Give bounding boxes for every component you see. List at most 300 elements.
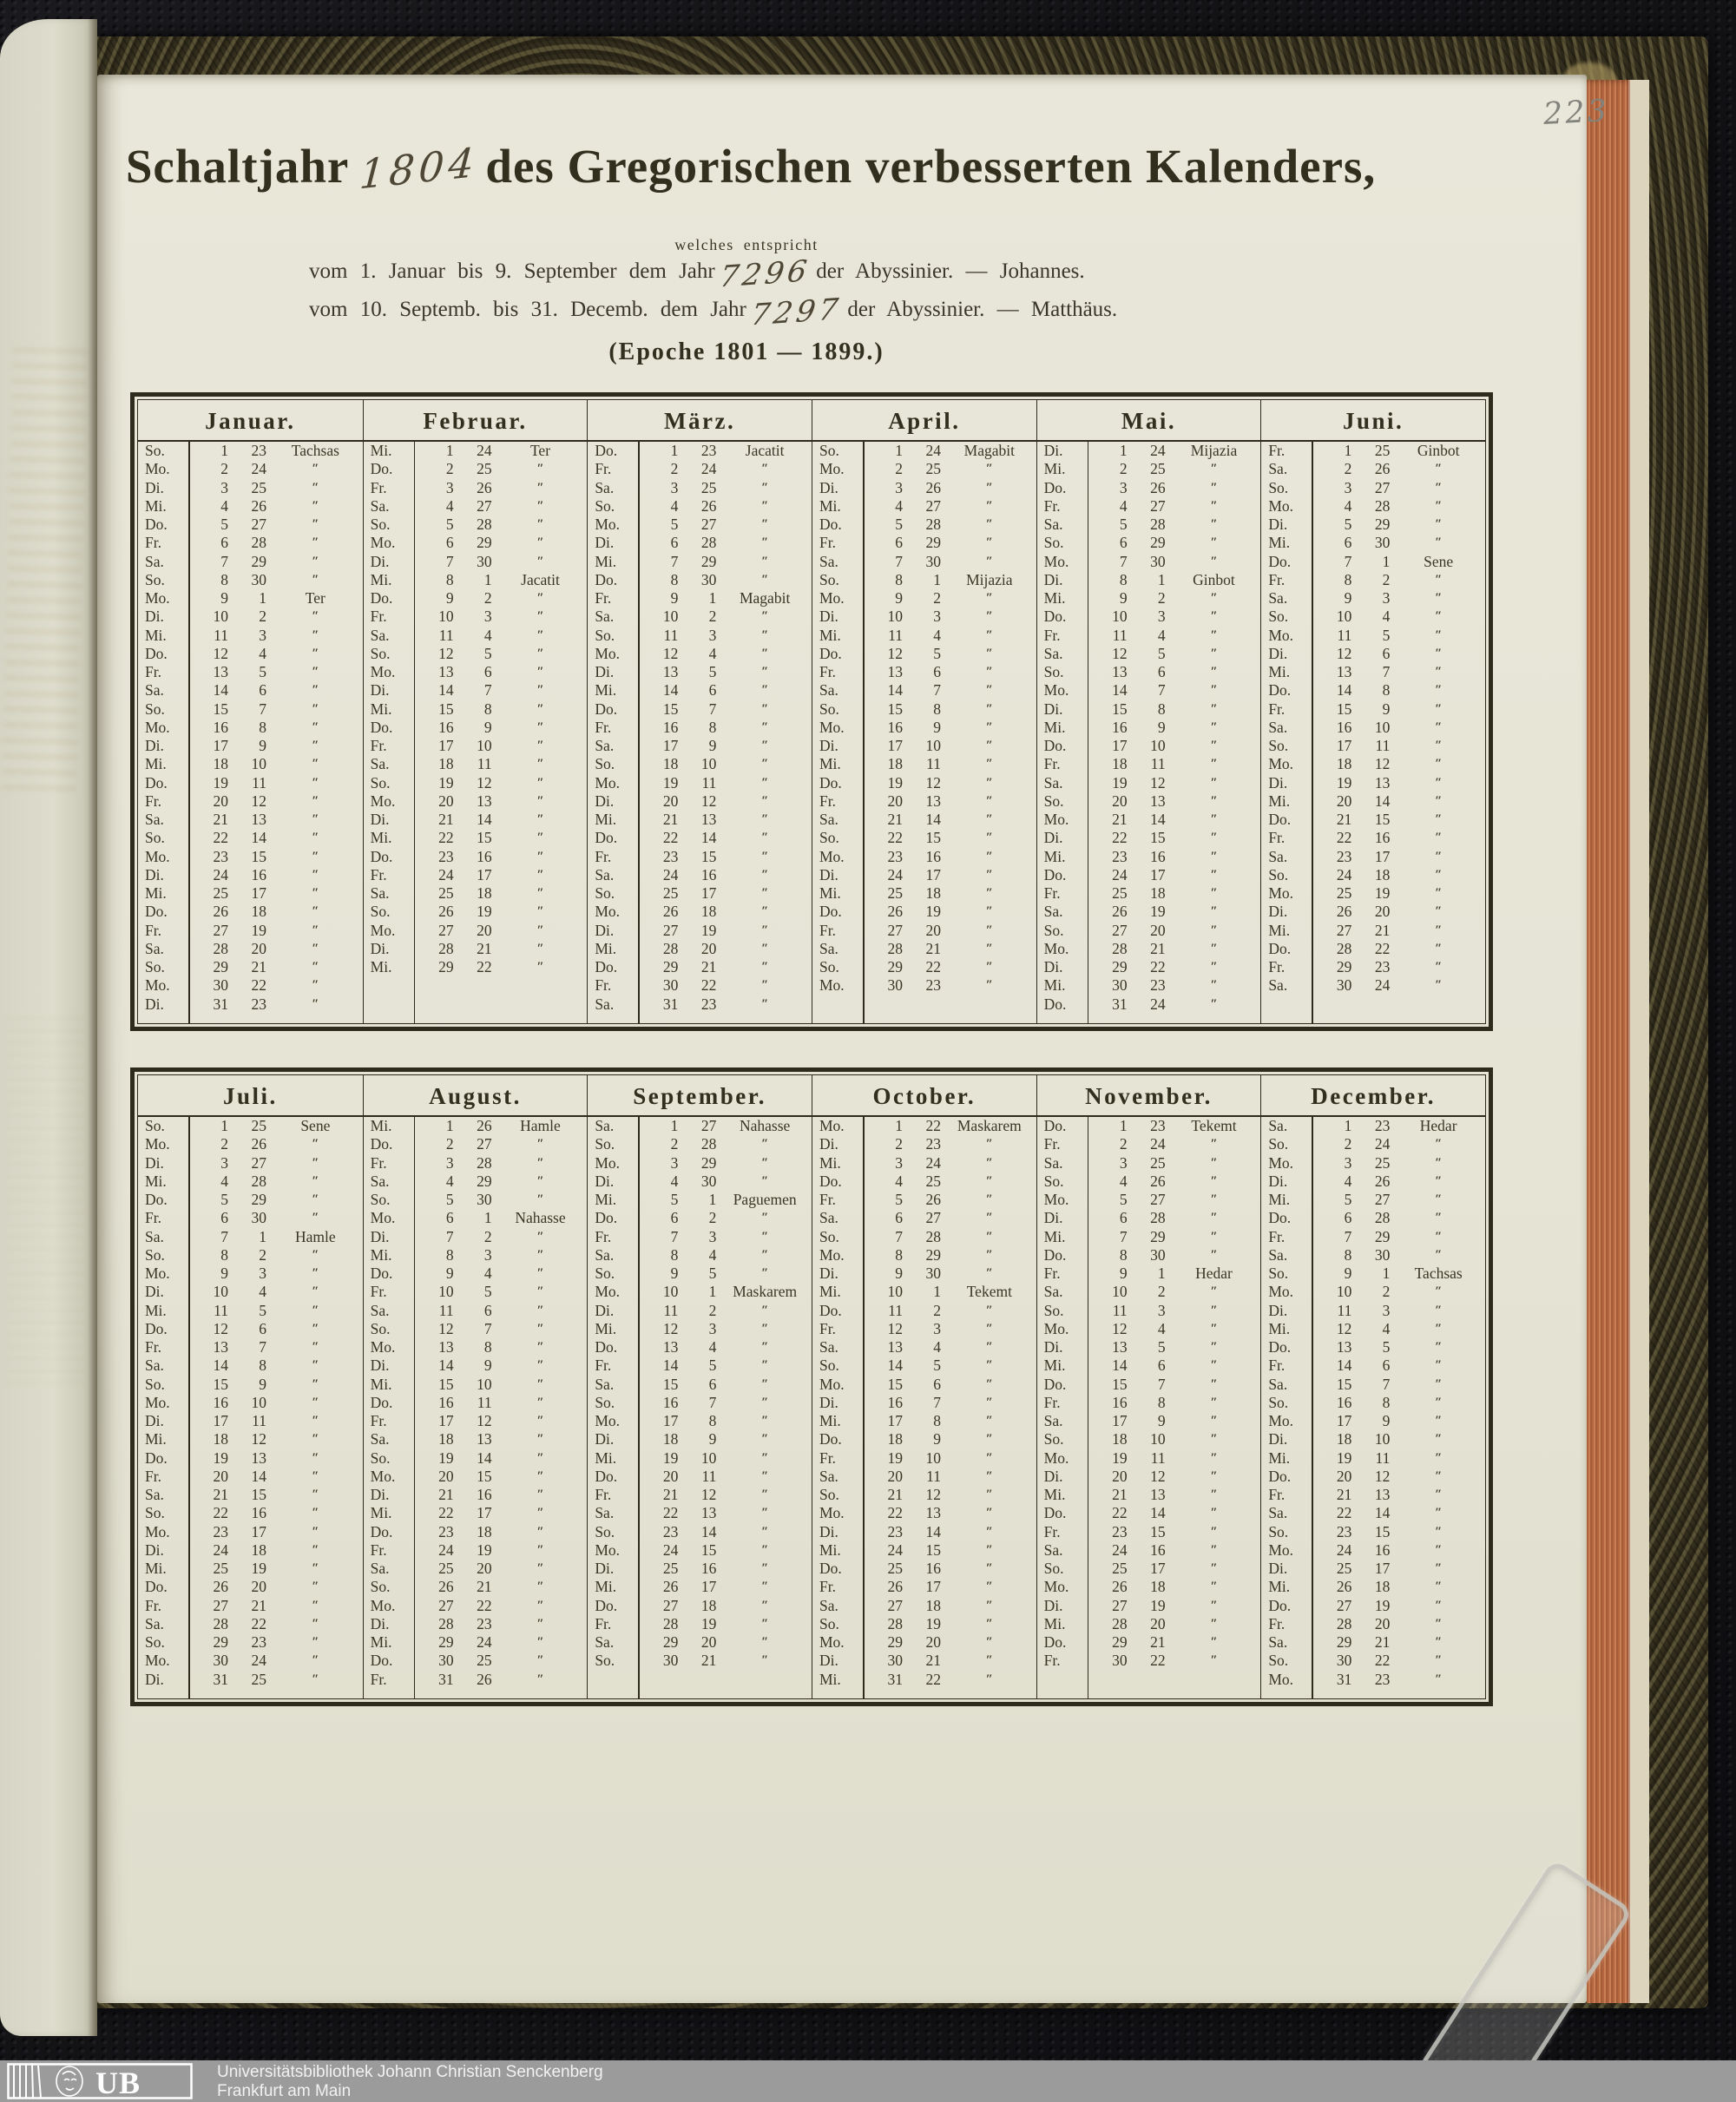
- calendar-day-row: [812, 497, 1036, 516]
- ditto-mark: ″: [536, 941, 544, 956]
- ditto-mark: ″: [312, 1561, 319, 1575]
- abyssinian-day: 16: [700, 865, 717, 883]
- calendar-day-row: [1037, 1597, 1261, 1615]
- weekday-abbrev: Mo.: [819, 976, 845, 995]
- weekday-abbrev: Sa.: [145, 1614, 164, 1632]
- gregorian-day: 8: [1344, 570, 1352, 588]
- gregorian-day: 31: [662, 995, 679, 1013]
- gregorian-day: 13: [438, 663, 454, 680]
- abyssinian-day: 23: [1150, 976, 1166, 995]
- weekday-abbrev: Mo.: [145, 1264, 170, 1282]
- abyssinian-day: 24: [1374, 976, 1391, 995]
- ditto-mark: ″: [1210, 1321, 1218, 1336]
- ditto-mark: ″: [1210, 1155, 1218, 1170]
- calendar-day-row: [364, 442, 588, 460]
- ditto-mark: ″: [761, 535, 769, 550]
- gregorian-day: 23: [662, 847, 679, 865]
- ditto-mark: ″: [312, 1488, 319, 1501]
- ditto-mark: ″: [761, 923, 769, 937]
- abyssinian-day: 20: [925, 1633, 941, 1651]
- weekday-abbrev: So.: [1268, 1264, 1289, 1282]
- abyssinian-day: 6: [933, 663, 941, 680]
- ditto-mark: ″: [985, 831, 993, 845]
- calendar-day-row: [588, 792, 812, 811]
- ditto-mark: ″: [985, 739, 993, 752]
- weekday-abbrev: So.: [145, 1633, 165, 1651]
- weekday-abbrev: Do.: [1043, 608, 1067, 626]
- abyssinian-day: 15: [477, 1467, 492, 1485]
- calendar-day-row: [588, 1597, 812, 1615]
- gregorian-day: 19: [662, 773, 679, 792]
- gregorian-day: 17: [1336, 737, 1352, 754]
- calendar-day-row: [1261, 1468, 1485, 1486]
- abyssinian-day: 19: [1374, 884, 1391, 902]
- weekday-abbrev: Fr.: [595, 589, 612, 607]
- weekday-abbrev: Di.: [1043, 1596, 1063, 1614]
- weekday-abbrev: Do.: [595, 700, 618, 718]
- ditto-mark: ″: [1210, 1247, 1218, 1262]
- gregorian-day: 20: [1112, 792, 1128, 810]
- calendar-day-row: [364, 774, 588, 792]
- ditto-mark: ″: [761, 683, 769, 698]
- gregorian-day: 5: [895, 516, 903, 533]
- abyssinian-day: 24: [477, 1633, 492, 1651]
- abyssinian-day: 16: [1150, 1540, 1166, 1559]
- abyssinian-day: 13: [1150, 1486, 1166, 1503]
- gregorian-day: 10: [1112, 608, 1128, 626]
- weekday-abbrev: Do.: [145, 1448, 168, 1467]
- gregorian-day: 14: [438, 1356, 454, 1375]
- ditto-mark: ″: [312, 1395, 319, 1409]
- calendar-day-row: [1261, 1486, 1485, 1504]
- ditto-mark: ″: [536, 757, 544, 772]
- calendar-day-row: [1037, 903, 1261, 921]
- gregorian-day: 24: [1112, 1540, 1128, 1559]
- calendar-day-row: [364, 884, 588, 903]
- abyssinian-month-name: Nahasse: [515, 1209, 566, 1227]
- ditto-mark: ″: [1210, 1468, 1218, 1483]
- abyssinian-day: 13: [700, 1504, 717, 1522]
- weekday-abbrev: Fr.: [145, 1596, 161, 1614]
- calendar-day-row: [1037, 1394, 1261, 1412]
- calendar-day-row: [1037, 848, 1261, 866]
- gregorian-day: 11: [438, 626, 454, 644]
- month-days: [588, 1117, 812, 1698]
- gregorian-day: 4: [445, 496, 454, 515]
- weekday-abbrev: So.: [819, 570, 839, 588]
- gregorian-day: 21: [887, 811, 903, 828]
- gregorian-day: 5: [1344, 1191, 1352, 1208]
- ditto-mark: ″: [312, 793, 319, 808]
- abyssinian-day: 6: [1382, 1356, 1391, 1375]
- weekday-abbrev: Sa.: [1043, 644, 1063, 662]
- ditto-mark: ″: [312, 1303, 319, 1317]
- weekday-abbrev: Mo.: [145, 589, 170, 607]
- weekday-abbrev: Fr.: [370, 1153, 387, 1172]
- gregorian-day: 12: [1336, 644, 1352, 662]
- ditto-mark: ″: [1210, 775, 1218, 790]
- ditto-mark: ″: [1435, 701, 1443, 716]
- calendar-day-row: [1261, 1633, 1485, 1652]
- abyssinian-day: 17: [925, 865, 941, 883]
- ditto-mark: ″: [1435, 1561, 1443, 1575]
- abyssinian-day: 27: [1150, 1191, 1166, 1208]
- month-days: [812, 442, 1036, 1023]
- ditto-mark: ″: [761, 646, 769, 660]
- month-days: [1037, 1117, 1261, 1698]
- ditto-mark: ″: [1210, 1229, 1218, 1244]
- calendar-day-row: [138, 460, 363, 478]
- weekday-abbrev: Fr.: [1268, 1614, 1286, 1632]
- abyssinian-day: 29: [477, 534, 492, 552]
- ditto-mark: ″: [536, 904, 544, 919]
- gregorian-day: 7: [220, 1227, 228, 1245]
- gregorian-day: 8: [220, 1245, 228, 1264]
- gregorian-day: 11: [214, 1301, 228, 1319]
- weekday-abbrev: Mi.: [145, 1560, 167, 1577]
- calendar-day-row: [588, 866, 812, 884]
- abyssinian-day: 21: [1374, 921, 1391, 939]
- weekday-abbrev: Sa.: [370, 1430, 390, 1448]
- ditto-mark: ″: [1435, 719, 1443, 734]
- gregorian-day: 3: [1119, 478, 1128, 496]
- weekday-abbrev: Sa.: [595, 995, 615, 1013]
- calendar-day-row: [364, 1320, 588, 1338]
- gregorian-day: 10: [887, 608, 903, 626]
- gregorian-day: 16: [1112, 718, 1128, 736]
- gregorian-day: 26: [887, 1578, 903, 1596]
- weekday-abbrev: Fr.: [595, 1486, 612, 1503]
- gregorian-day: 22: [1336, 1504, 1352, 1522]
- gregorian-day: 29: [1336, 1633, 1352, 1651]
- calendar-day-row: [138, 848, 363, 866]
- month-column-februar: [363, 400, 588, 1023]
- abyssinian-day: 14: [1374, 1504, 1391, 1522]
- abyssinian-day: 30: [1374, 534, 1391, 552]
- weekday-abbrev: Mi.: [819, 884, 841, 902]
- calendar-day-row: [1261, 1430, 1485, 1448]
- gregorian-day: 23: [887, 847, 903, 865]
- weekday-abbrev: Di.: [1043, 442, 1063, 459]
- title-suffix: des Gregorischen verbesserten Kalenders,: [485, 140, 1377, 193]
- abyssinian-day: 28: [1374, 496, 1391, 515]
- weekday-abbrev: Mo.: [145, 1522, 170, 1540]
- ditto-mark: ″: [312, 462, 319, 476]
- abyssinian-day: 12: [925, 1486, 941, 1503]
- ditto-mark: ″: [1210, 609, 1218, 624]
- page-title: [97, 138, 1404, 199]
- abyssinian-day: 19: [925, 1614, 941, 1632]
- calendar-day-row: [138, 479, 363, 497]
- weekday-abbrev: Sa.: [819, 939, 838, 957]
- calendar-day-row: [588, 1652, 812, 1670]
- gregorian-day: 28: [887, 939, 903, 957]
- calendar-day-row: [364, 479, 588, 497]
- weekday-abbrev: Fr.: [1043, 496, 1061, 515]
- ditto-mark: ″: [536, 498, 544, 513]
- abyssinian-day: 3: [259, 1264, 266, 1282]
- gregorian-day: 24: [438, 1540, 454, 1559]
- gregorian-day: 1: [445, 1117, 454, 1134]
- weekday-abbrev: Di.: [595, 534, 615, 552]
- ditto-mark: ″: [985, 1561, 993, 1575]
- abyssinian-day: 7: [483, 681, 492, 700]
- weekday-abbrev: Di.: [819, 1522, 838, 1540]
- gregorian-day: 5: [1344, 516, 1352, 533]
- gregorian-day: 22: [1336, 829, 1352, 847]
- calendar-day-row: [138, 1135, 363, 1153]
- ditto-mark: ″: [1435, 831, 1443, 845]
- abyssinian-day: 10: [1150, 1430, 1166, 1448]
- calendar-day-row: [812, 922, 1036, 940]
- abyssinian-day: 28: [477, 516, 492, 533]
- calendar-day-row: [812, 700, 1036, 719]
- ditto-mark: ″: [1210, 1432, 1218, 1447]
- calendar-day-row: [1037, 1412, 1261, 1430]
- weekday-abbrev: Do.: [370, 1135, 393, 1153]
- abyssinian-day: 17: [477, 865, 492, 883]
- weekday-abbrev: Mi.: [819, 1412, 841, 1429]
- abyssinian-day: 8: [1157, 700, 1166, 718]
- gregorian-day: 8: [1119, 570, 1128, 588]
- calendar-day-row: [1261, 589, 1485, 608]
- abyssinian-day: 16: [925, 847, 941, 865]
- weekday-abbrev: Sa.: [1043, 1540, 1063, 1559]
- gregorian-day: 11: [438, 1301, 454, 1319]
- ditto-mark: ″: [1435, 609, 1443, 624]
- ditto-mark: ″: [1210, 1561, 1218, 1575]
- gregorian-day: 2: [895, 1135, 903, 1153]
- handwritten-year-7297: 7297: [748, 292, 844, 333]
- weekday-abbrev: Sa.: [145, 811, 164, 828]
- abyssinian-day: 20: [477, 921, 492, 939]
- calendar-day-row: [1261, 995, 1485, 1014]
- gregorian-day: 16: [662, 1393, 679, 1411]
- weekday-abbrev: Mi.: [1043, 1227, 1066, 1245]
- weekday-abbrev: Fr.: [1268, 442, 1286, 459]
- calendar-day-row: [138, 589, 363, 608]
- gregorian-day: 17: [662, 1412, 679, 1429]
- abyssinian-month-name: Hedar: [1419, 1117, 1457, 1134]
- ditto-mark: ″: [985, 904, 993, 919]
- abyssinian-day: 14: [925, 1522, 941, 1540]
- ditto-mark: ″: [536, 1468, 544, 1483]
- gregorian-day: 15: [1336, 700, 1352, 718]
- ditto-mark: ″: [761, 1524, 769, 1539]
- ditto-mark: ″: [536, 1432, 544, 1447]
- abyssinian-day: 7: [259, 1338, 266, 1356]
- gregorian-day: 10: [662, 1283, 679, 1301]
- abyssinian-day: 15: [251, 847, 266, 865]
- month-header: December.: [1261, 1075, 1485, 1117]
- abyssinian-day: 26: [1374, 460, 1391, 478]
- month-header: April.: [812, 400, 1036, 442]
- gregorian-day: 21: [1336, 811, 1352, 828]
- gregorian-day: 1: [670, 1117, 679, 1134]
- abyssinian-month-name: Tachsas: [291, 442, 339, 459]
- weekday-abbrev: Fr.: [819, 1578, 836, 1596]
- calendar-day-row: [364, 866, 588, 884]
- abyssinian-day: 29: [1374, 516, 1391, 533]
- abyssinian-day: 3: [1157, 1301, 1166, 1319]
- abyssinian-day: 10: [700, 1448, 717, 1467]
- calendar-day-row: [812, 1228, 1036, 1246]
- weekday-abbrev: Mi.: [595, 811, 617, 828]
- ditto-mark: ″: [1435, 665, 1443, 679]
- ditto-mark: ″: [761, 1598, 769, 1613]
- abyssinian-day: 22: [1150, 1652, 1166, 1670]
- ditto-mark: ″: [1210, 646, 1218, 660]
- calendar-day-row: [1037, 442, 1261, 460]
- gregorian-day: 30: [887, 1652, 903, 1670]
- abyssinian-day: 28: [700, 534, 717, 552]
- gregorian-day: 25: [887, 1560, 903, 1577]
- calendar-day-row: [588, 1468, 812, 1486]
- gregorian-day: 20: [1336, 1467, 1352, 1485]
- ditto-mark: ″: [536, 1653, 544, 1668]
- gregorian-day: 24: [213, 865, 228, 883]
- weekday-abbrev: Fr.: [595, 460, 612, 478]
- weekday-abbrev: So.: [145, 958, 165, 975]
- gregorian-day: 1: [895, 442, 903, 459]
- weekday-abbrev: Do.: [1268, 811, 1292, 828]
- gregorian-day: 4: [445, 1172, 454, 1190]
- calendar-day-row: [1037, 589, 1261, 608]
- abyssinian-day: 27: [700, 1117, 717, 1134]
- abyssinian-day: 2: [1157, 589, 1166, 607]
- calendar-day-row: [812, 1302, 1036, 1320]
- gregorian-day: 20: [887, 792, 903, 810]
- weekday-abbrev: Mi.: [370, 570, 392, 588]
- calendar-day-row: [364, 1633, 588, 1652]
- weekday-abbrev: Mi.: [370, 1504, 392, 1522]
- gregorian-day: 28: [213, 1614, 228, 1632]
- calendar-day-row: [812, 848, 1036, 866]
- weekday-abbrev: Mi.: [595, 1191, 617, 1208]
- gregorian-day: 26: [438, 1578, 454, 1596]
- ditto-mark: ″: [312, 1598, 319, 1613]
- calendar-day-row: [588, 681, 812, 700]
- gregorian-day: 31: [1112, 995, 1128, 1013]
- abyssinian-day: 18: [1150, 884, 1166, 902]
- calendar-day-row: [1037, 1430, 1261, 1448]
- calendar-day-row: [1261, 1135, 1485, 1153]
- weekday-abbrev: Fr.: [595, 1614, 612, 1632]
- weekday-abbrev: Sa.: [1268, 718, 1288, 736]
- abyssinian-day: 22: [477, 1596, 492, 1614]
- ditto-mark: ″: [1210, 554, 1218, 568]
- ditto-mark: ″: [985, 1247, 993, 1262]
- gregorian-day: 18: [1336, 755, 1352, 773]
- weekday-abbrev: Sa.: [1268, 1245, 1288, 1264]
- gregorian-day: 20: [887, 1467, 903, 1485]
- abyssinian-day: 5: [483, 1283, 492, 1301]
- weekday-abbrev: Sa.: [1043, 773, 1063, 792]
- weekday-abbrev: Mo.: [1043, 1578, 1069, 1596]
- calendar-day-row: [364, 571, 588, 589]
- abyssinian-day: 24: [1150, 1135, 1166, 1153]
- calendar-day-row: [364, 903, 588, 921]
- abyssinian-month-name: Maskarem: [733, 1283, 798, 1301]
- weekday-abbrev: So.: [595, 1522, 615, 1540]
- gregorian-day: 14: [438, 681, 454, 700]
- abyssinian-day: 9: [1157, 1412, 1166, 1429]
- calendar-day-row: [1037, 1633, 1261, 1652]
- weekday-abbrev: Mo.: [595, 1283, 621, 1301]
- ditto-mark: ″: [536, 886, 544, 900]
- calendar-day-row: [1261, 755, 1485, 773]
- weekday-abbrev: Mo.: [595, 773, 621, 792]
- ditto-mark: ″: [761, 1616, 769, 1631]
- ditto-mark: ″: [985, 1137, 993, 1152]
- weekday-abbrev: Di.: [1268, 1560, 1288, 1577]
- gregorian-day: 28: [887, 1614, 903, 1632]
- weekday-abbrev: Mo.: [595, 644, 621, 662]
- abyssinian-day: 4: [1382, 1319, 1391, 1337]
- month-header: Mai.: [1037, 400, 1261, 442]
- calendar-day-row: [138, 719, 363, 737]
- calendar-day-row: [138, 1468, 363, 1486]
- abyssinian-day: 21: [925, 1652, 941, 1670]
- gregorian-day: 4: [670, 1172, 679, 1190]
- weekday-abbrev: Do.: [370, 589, 393, 607]
- calendar-day-row: [812, 903, 1036, 921]
- gregorian-day: 8: [670, 570, 679, 588]
- gregorian-day: 4: [220, 496, 228, 515]
- ditto-mark: ″: [1435, 1303, 1443, 1317]
- abyssinian-day: 4: [1157, 1319, 1166, 1337]
- ditto-mark: ″: [312, 1653, 319, 1668]
- ditto-mark: ″: [536, 1340, 544, 1354]
- abyssinian-day: 6: [933, 1375, 941, 1393]
- gregorian-day: 14: [1336, 1356, 1352, 1375]
- gregorian-day: 2: [220, 460, 228, 478]
- gregorian-day: 7: [895, 1227, 903, 1245]
- ditto-mark: ″: [985, 1321, 993, 1336]
- abyssinian-day: 12: [925, 773, 941, 792]
- abyssinian-day: 26: [477, 1117, 492, 1134]
- gregorian-day: 16: [438, 1393, 454, 1411]
- weekday-abbrev: Mo.: [1268, 884, 1294, 902]
- weekday-abbrev: Mi.: [595, 1578, 617, 1596]
- calendar-day-row: [364, 516, 588, 534]
- abyssinian-day: 5: [933, 1356, 941, 1375]
- month-header: Juni.: [1261, 400, 1485, 442]
- ditto-mark: ″: [1210, 886, 1218, 900]
- ditto-mark: ″: [761, 1303, 769, 1317]
- abyssinian-day: 2: [1382, 570, 1391, 588]
- calendar-day-row: [588, 1283, 812, 1301]
- gregorian-day: 2: [895, 460, 903, 478]
- ditto-mark: ″: [1435, 757, 1443, 772]
- gregorian-day: 1: [1344, 442, 1352, 459]
- weekday-abbrev: Sa.: [595, 478, 615, 496]
- gregorian-day: 5: [220, 1191, 228, 1208]
- weekday-abbrev: Di.: [370, 811, 390, 828]
- ditto-mark: ″: [985, 627, 993, 642]
- calendar-day-row: [1261, 1597, 1485, 1615]
- weekday-abbrev: Di.: [819, 865, 838, 883]
- calendar-day-row: [1261, 940, 1485, 958]
- weekday-abbrev: So.: [595, 755, 615, 773]
- weekday-abbrev: Do.: [1043, 1633, 1067, 1651]
- gregorian-day: 14: [662, 1356, 679, 1375]
- ditto-mark: ″: [985, 812, 993, 826]
- abyssinian-day: 3: [933, 608, 941, 626]
- weekday-abbrev: So.: [370, 773, 391, 792]
- gregorian-day: 18: [213, 755, 228, 773]
- ditto-mark: ″: [761, 719, 769, 734]
